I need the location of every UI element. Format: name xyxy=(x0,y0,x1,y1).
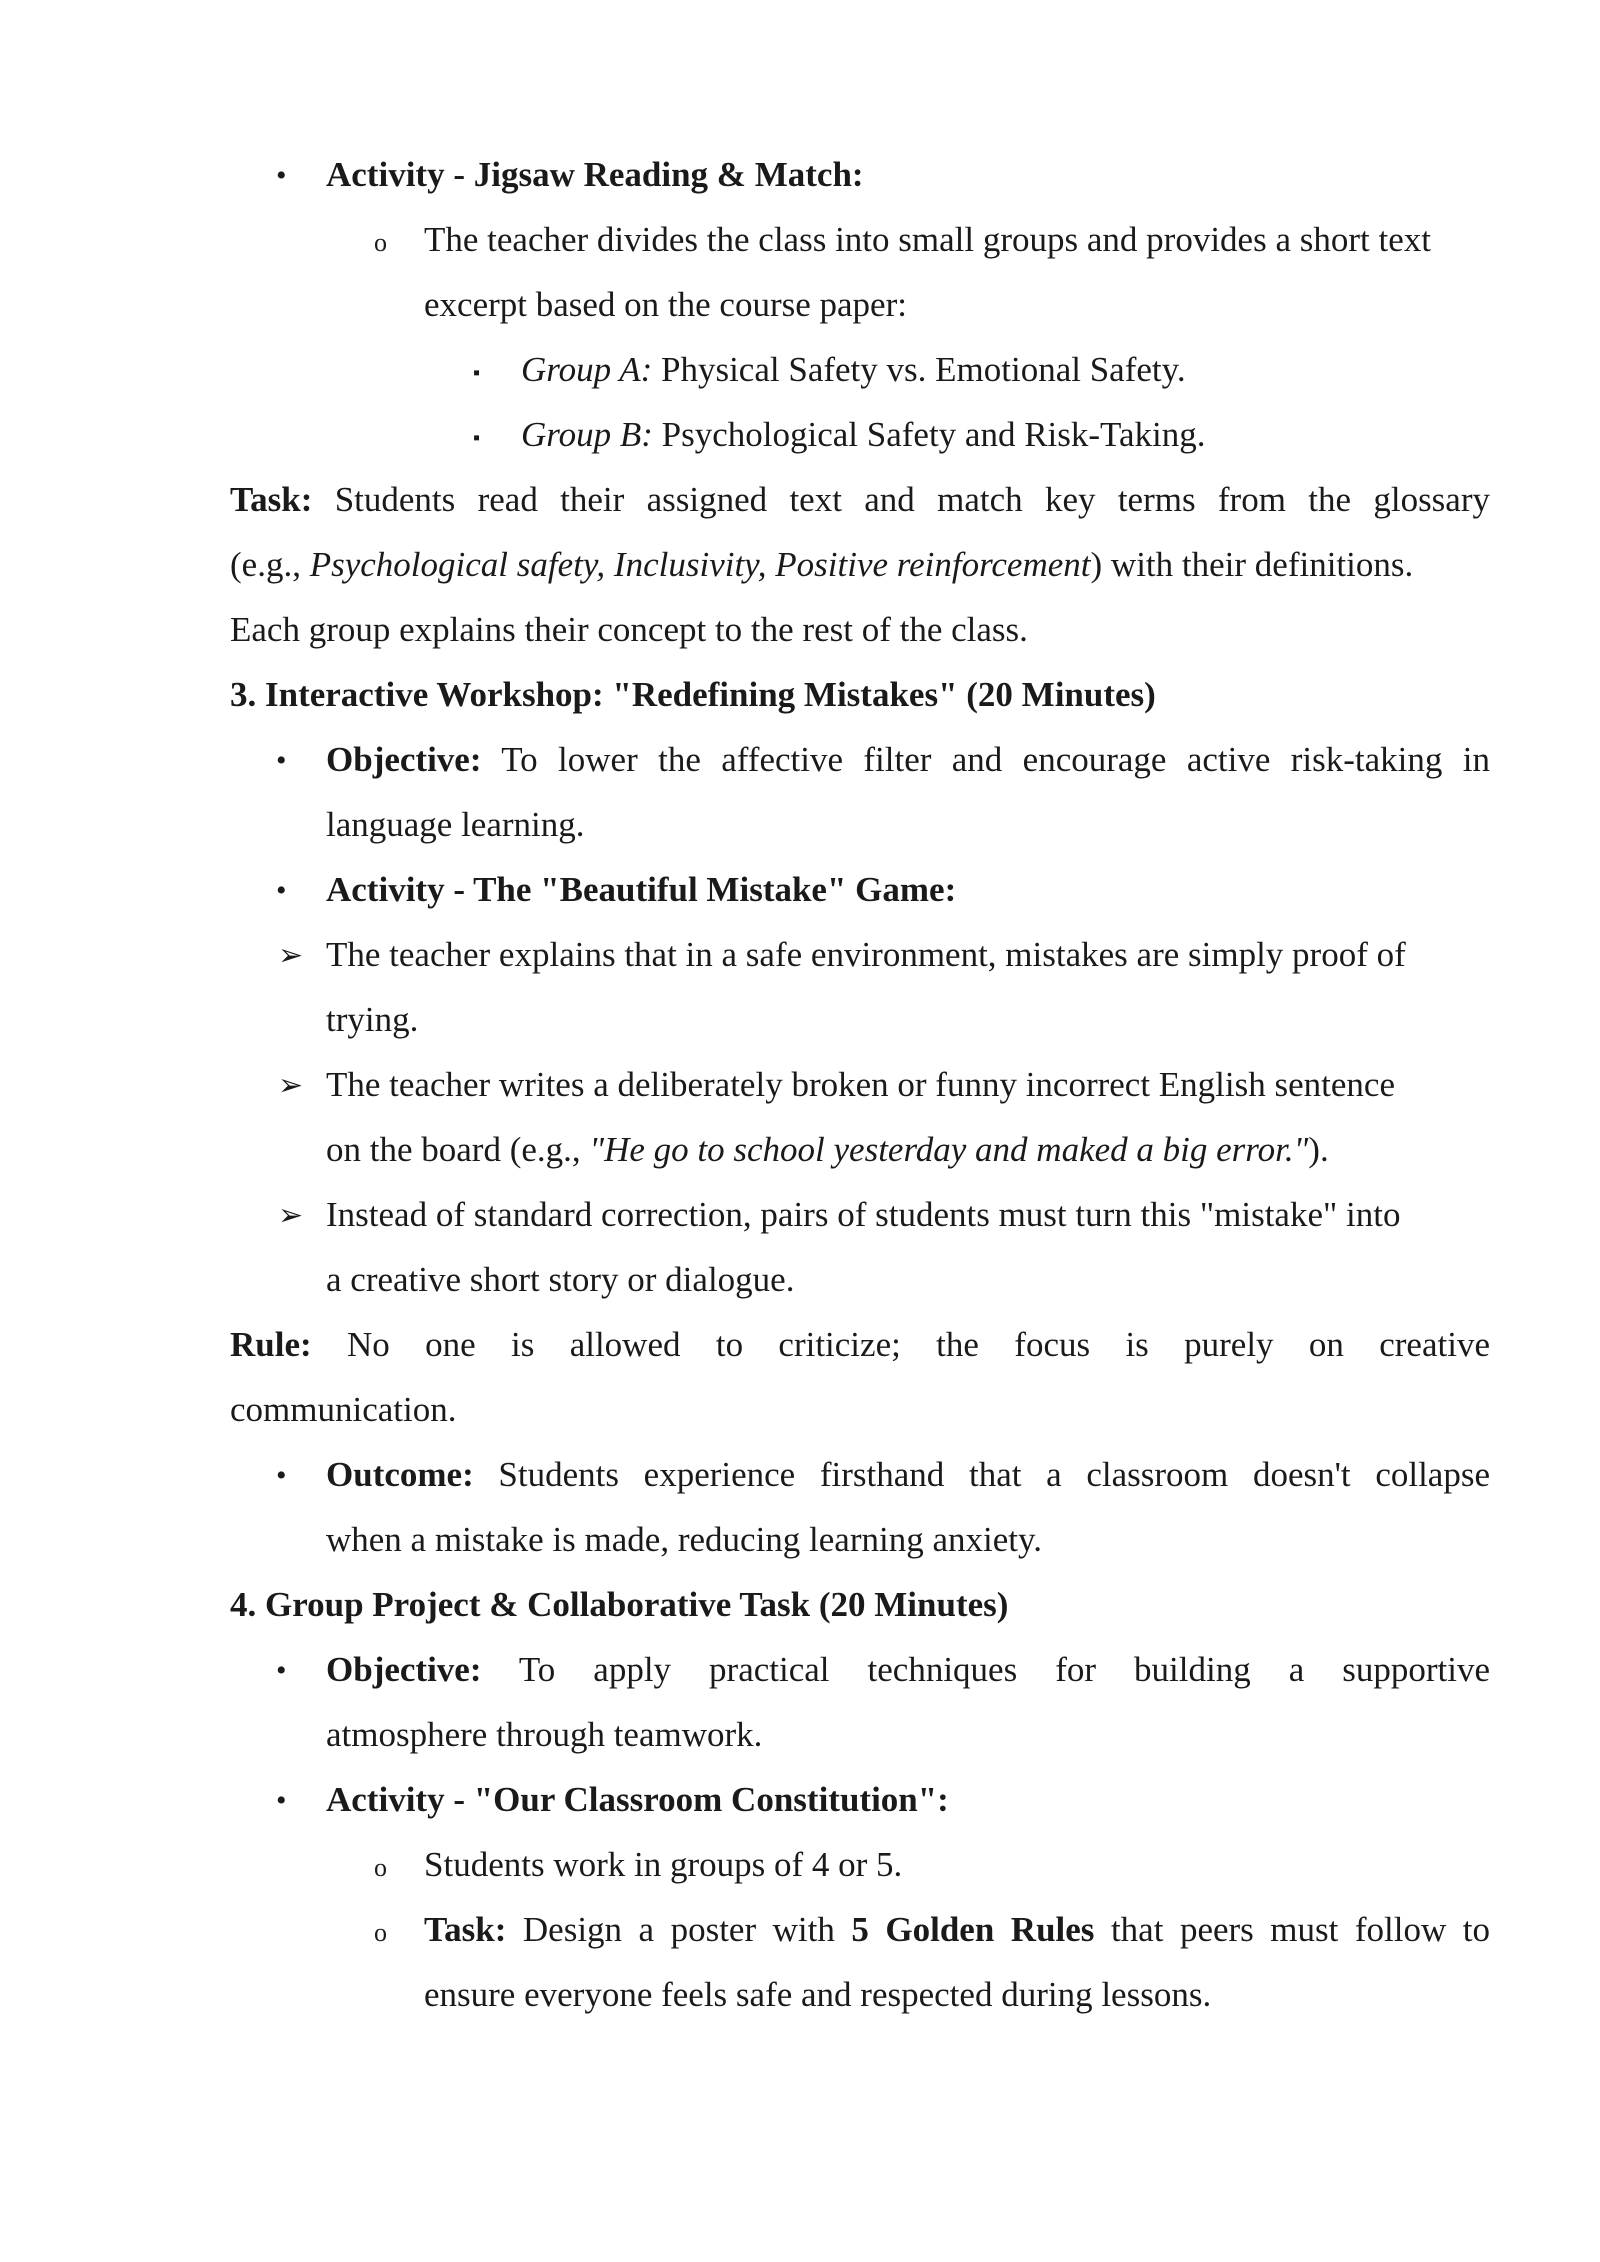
section-4-objective-line-1 xyxy=(326,1648,1490,1692)
step-2-line-2 xyxy=(326,1128,1329,1172)
bullet-marker: • xyxy=(276,1784,287,1817)
group-b-label: Group B: xyxy=(521,415,653,454)
task-paragraph-line-1 xyxy=(230,478,1490,522)
step-1-line-2: trying. xyxy=(326,1000,419,1039)
section-3-objective-line-2: language learning. xyxy=(326,805,585,844)
group-a-item xyxy=(521,348,1186,392)
section-3-objective-line-1 xyxy=(326,738,1490,782)
constitution-sub-1: Students work in groups of 4 or 5. xyxy=(424,1845,903,1884)
rule-text: No one is allowed to criticize; the focus is purely on creative xyxy=(311,1325,1490,1364)
circle-marker: o xyxy=(374,1853,387,1882)
jigsaw-intro-line-2: excerpt based on the course paper: xyxy=(424,285,907,324)
rule-line-1 xyxy=(230,1323,1490,1367)
task-label: Task: xyxy=(424,1910,507,1949)
section-3-heading: 3. Interactive Workshop: "Redefining Mistakes" (20 Minutes) xyxy=(230,675,1156,714)
step-1-line-1: The teacher explains that in a safe environment, mistakes are simply proof of xyxy=(326,935,1406,974)
bullet-marker: • xyxy=(276,744,287,777)
bullet-marker: • xyxy=(276,1654,287,1687)
objective-text: To apply practical techniques for building a supportive xyxy=(481,1650,1490,1689)
outcome-line-1 xyxy=(326,1453,1490,1497)
jigsaw-activity-heading: Activity - Jigsaw Reading & Match: xyxy=(326,155,864,194)
square-marker: ▪ xyxy=(473,362,481,384)
rule-label: Rule: xyxy=(230,1325,312,1364)
task-paragraph-line-3: Each group explains their concept to the rest of the class. xyxy=(230,610,1028,649)
constitution-heading: Activity - "Our Classroom Constitution": xyxy=(326,1780,949,1819)
sub-2-pre: Design a poster with xyxy=(506,1910,852,1949)
task-label: Task: xyxy=(230,480,313,519)
arrow-marker: ➢ xyxy=(278,939,304,972)
outcome-text: Students experience firsthand that a classroom doesn't collapse xyxy=(473,1455,1490,1494)
task-line-2-pre: (e.g., xyxy=(230,545,310,584)
broken-sentence-example: "He go to school yesterday and maked a big error." xyxy=(589,1130,1309,1169)
step-2-line-1: The teacher writes a deliberately broken or funny incorrect English sentence xyxy=(326,1065,1395,1104)
step-3-line-2: a creative short story or dialogue. xyxy=(326,1260,795,1299)
task-line-2-post: ) with their definitions. xyxy=(1090,545,1414,584)
square-marker: ▪ xyxy=(473,427,481,449)
bullet-marker: • xyxy=(276,159,287,192)
step-2-pre: on the board (e.g., xyxy=(326,1130,590,1169)
group-a-label: Group A: xyxy=(521,350,653,389)
bullet-marker: • xyxy=(276,874,287,907)
step-2-post: ). xyxy=(1308,1130,1329,1169)
section-4-objective-line-2: atmosphere through teamwork. xyxy=(326,1715,763,1754)
beautiful-mistake-heading: Activity - The "Beautiful Mistake" Game: xyxy=(326,870,957,909)
jigsaw-intro-line-1: The teacher divides the class into small groups and provides a short text xyxy=(424,220,1431,259)
objective-label: Objective: xyxy=(326,1650,482,1689)
group-a-text: Physical Safety vs. Emotional Safety. xyxy=(652,350,1186,389)
objective-text: To lower the affective filter and encourage active risk-taking in xyxy=(481,740,1490,779)
group-b-item xyxy=(521,413,1206,457)
task-line-1-text: Students read their assigned text and match key terms from the glossary xyxy=(312,480,1490,519)
golden-rules: 5 Golden Rules xyxy=(851,1910,1095,1949)
sub-2-post: that peers must follow to xyxy=(1094,1910,1490,1949)
glossary-terms: Psychological safety, Inclusivity, Positive reinforcement xyxy=(309,545,1091,584)
outcome-label: Outcome: xyxy=(326,1455,474,1494)
arrow-marker: ➢ xyxy=(278,1199,304,1232)
circle-marker: o xyxy=(374,1918,387,1947)
group-b-text: Psychological Safety and Risk-Taking. xyxy=(652,415,1206,454)
circle-marker: o xyxy=(374,228,387,257)
section-4-heading: 4. Group Project & Collaborative Task (20 Minutes) xyxy=(230,1585,1009,1624)
task-paragraph-line-2 xyxy=(230,543,1413,587)
step-3-line-1: Instead of standard correction, pairs of students must turn this "mistake" into xyxy=(326,1195,1401,1234)
bullet-marker: • xyxy=(276,1459,287,1492)
constitution-sub-2-line-2: ensure everyone feels safe and respected during lessons. xyxy=(424,1975,1212,2014)
constitution-sub-2-line-1 xyxy=(424,1908,1490,1952)
objective-label: Objective: xyxy=(326,740,482,779)
rule-line-2: communication. xyxy=(230,1390,457,1429)
outcome-line-2: when a mistake is made, reducing learning anxiety. xyxy=(326,1520,1042,1559)
arrow-marker: ➢ xyxy=(278,1069,304,1102)
